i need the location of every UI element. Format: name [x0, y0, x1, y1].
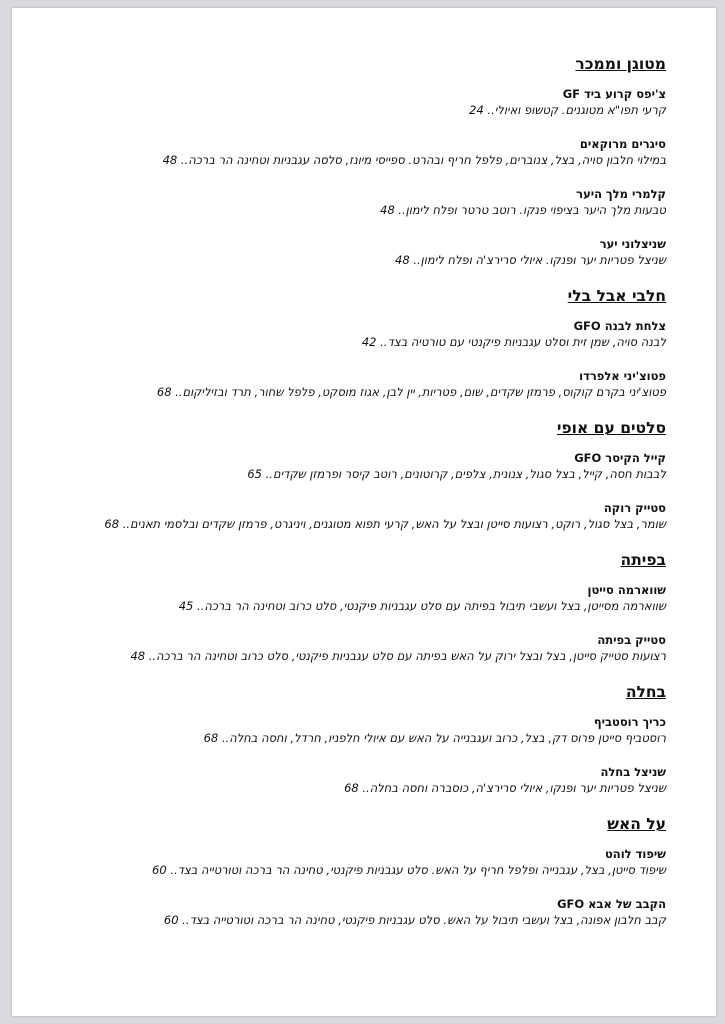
menu-item	[66, 236, 666, 269]
menu-item	[66, 500, 666, 533]
menu-item	[66, 318, 666, 351]
menu-item	[66, 186, 666, 219]
item-name: צ'יפס קרוע ביד GF	[562, 87, 666, 101]
menu-item	[66, 582, 666, 615]
menu-item	[66, 632, 666, 665]
menu-content	[66, 54, 666, 946]
item-description: קבב חלבון אפונה, בצל ועשבי תיבול על האש. סלט עגבניות פיקנטי, טחינה הר ברכה וטורטייה בצד.. 60	[163, 913, 666, 927]
item-description: טבעות מלך היער בציפוי פנקו. רוטב טרטר ופלח לימון.. 48	[380, 203, 666, 217]
menu-item	[66, 764, 666, 797]
menu-page	[12, 8, 716, 1016]
item-name: פטוצ'יני אלפרדו	[579, 369, 666, 383]
item-description: רוסטביף סייטן פרוס דק, בצל, כרוב ועגבנייה על האש עם איולי חלפניו, חרדל, וחסה בחלה.. 68	[203, 731, 666, 745]
menu-section-challah	[66, 682, 666, 797]
item-name: קייל הקיסר GFO	[574, 451, 666, 465]
item-name: שיפוד לוהט	[605, 847, 666, 861]
menu-section-salads	[66, 418, 666, 533]
section-title: סלטים עם אופי	[556, 419, 666, 437]
item-name: סטייק בפיתה	[597, 633, 666, 647]
menu-item	[66, 86, 666, 119]
menu-item	[66, 450, 666, 483]
item-description: שווארמה מסייטן, בצל ועשבי תיבול בפיתה עם סלט עגבניות פיקנטי, סלט כרוב וטחינה הר ברכה.. 45	[178, 599, 666, 613]
menu-item	[66, 136, 666, 169]
item-name: קלמרי מלך היער	[576, 187, 666, 201]
item-name: הקבב של אבא GFO	[557, 897, 666, 911]
menu-section-fried	[66, 54, 666, 269]
item-name: שניצלוני יער	[599, 237, 666, 251]
item-name: סיגרים מרוקאים	[579, 137, 666, 151]
item-description: לבבות חסה, קייל, בצל סגול, צנונית, צלפים, קרוטונים, רוטב קיסר ופרמזן שקדים.. 65	[247, 467, 666, 481]
section-title: על האש	[607, 815, 666, 833]
item-description: פטוצ'יני בקרם קוקוס, פרמזן שקדים, שום, פטריות, יין לבן, אגוז מוסקט, פלפל שחור, תרד ובזיליקום.. 68	[156, 385, 666, 399]
item-name: שווארמה סייטן	[587, 583, 666, 597]
item-description: במילוי חלבון סויה, בצל, צנוברים, פלפל חריף ובהרט. ספייסי מיונז, סלסה עגבניות וטחינה הר ברכה.. 48	[162, 153, 666, 167]
item-description: לבנה סויה, שמן זית וסלט עגבניות פיקנטי עם טורטיה בצד.. 42	[361, 335, 666, 349]
item-name: סטייק רוקה	[603, 501, 666, 515]
item-name: כריך רוסטביף	[593, 715, 666, 729]
menu-section-dairy-style	[66, 286, 666, 401]
item-description: שניצל פטריות יער ופנקו, איולי סרירצ'ה, כוסברה וחסה בחלה.. 68	[344, 781, 666, 795]
item-description: שניצל פטריות יער ופנקו. איולי סרירצ'ה ופלח לימון.. 48	[395, 253, 666, 267]
menu-item	[66, 846, 666, 879]
item-description: רצועות סטייק סייטן, בצל ובצל ירוק על האש בפיתה עם סלט עגבניות פיקנטי, סלט כרוב וטחינה הר ברכה.. 48	[130, 649, 666, 663]
menu-item	[66, 368, 666, 401]
item-description: קרעי תפו"א מטוגנים. קטשופ ואיולי.. 24	[469, 103, 666, 117]
section-title: בחלה	[625, 683, 666, 701]
menu-item	[66, 714, 666, 747]
section-title: חלבי אבל בלי	[567, 287, 666, 305]
item-name: שניצל בחלה	[600, 765, 666, 779]
item-description: שיפוד סייטן, בצל, עגבנייה ופלפל חריף על האש. סלט עגבניות פיקנטי, טחינה הר ברכה וטורטייה בצד.. 60	[152, 863, 666, 877]
section-title: בפיתה	[620, 551, 666, 569]
item-name: צלחת לבנה GFO	[573, 319, 666, 333]
menu-section-grill	[66, 814, 666, 929]
menu-item	[66, 896, 666, 929]
section-title: מטוגן וממכר	[575, 55, 666, 73]
item-description: שומר, בצל סגול, רוקט, רצועות סייטן ובצל על האש, קרעי תפוא מטוגנים, ויניגרט, פרמזן שקדים ובלסמי תאנים.. 68	[104, 517, 666, 531]
menu-section-pita	[66, 550, 666, 665]
